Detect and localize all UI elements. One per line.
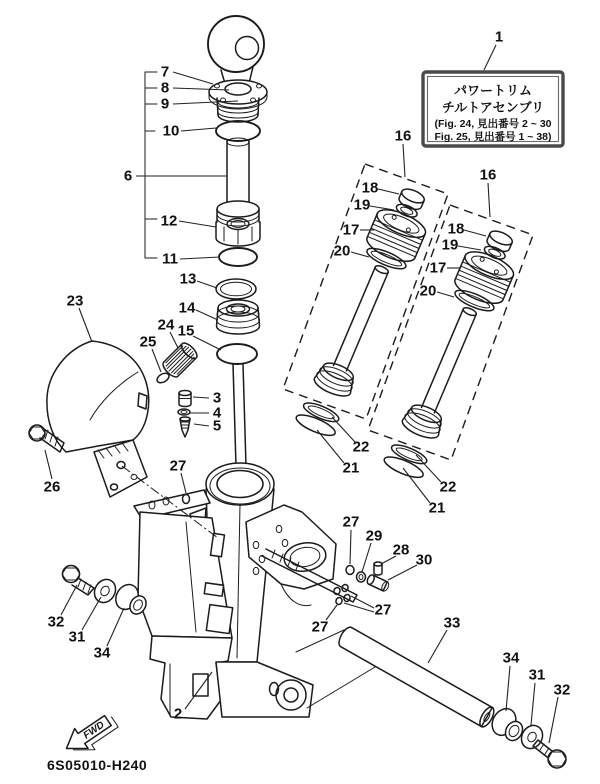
callout-leader-23 xyxy=(79,308,92,342)
callout-23: 23 xyxy=(66,292,84,310)
callout-leader-30 xyxy=(388,565,417,580)
callout-7: 7 xyxy=(160,63,170,81)
callout-leader-3 xyxy=(193,397,209,398)
callout-19: 19 xyxy=(441,236,459,254)
callout-leader-20 xyxy=(351,252,369,257)
callout-32: 32 xyxy=(553,681,571,699)
callout-18: 18 xyxy=(447,220,465,238)
callout-26: 26 xyxy=(43,478,61,496)
callout-12: 12 xyxy=(160,212,178,230)
callout-leader-22 xyxy=(332,417,355,442)
callout-leader-27 xyxy=(344,603,374,612)
callout-17: 17 xyxy=(429,259,447,277)
callout-21: 21 xyxy=(342,459,360,477)
callout-22: 22 xyxy=(352,438,370,456)
pump-small-parts xyxy=(155,341,199,437)
callout-34: 34 xyxy=(502,649,520,667)
callout-24: 24 xyxy=(157,316,175,334)
callout-6: 6 xyxy=(123,167,133,185)
callout-27: 27 xyxy=(169,457,187,475)
callout-25: 25 xyxy=(139,333,157,351)
callout-leader-34 xyxy=(107,608,124,646)
callout-leader-1 xyxy=(484,45,496,70)
callout-33: 33 xyxy=(443,614,461,632)
callout-16: 16 xyxy=(394,127,412,145)
info-box-fig1: (Fig. 24, 見出番号 2 ~ 30 xyxy=(434,118,552,130)
callout-leader-7 xyxy=(173,72,213,84)
info-box-line2: チルトアセンブリ xyxy=(441,100,545,115)
motor-cover xyxy=(47,341,149,497)
callout-20: 20 xyxy=(419,282,437,300)
callout-leader-31 xyxy=(82,597,101,630)
callout-31: 31 xyxy=(68,628,86,646)
callout-21: 21 xyxy=(428,499,446,517)
callout-leader-11 xyxy=(180,257,220,259)
callout-leader-32 xyxy=(61,585,77,615)
callout-27: 27 xyxy=(374,601,392,619)
callout-leader-34 xyxy=(506,666,510,711)
callout-leader-15 xyxy=(193,336,221,350)
callout-10: 10 xyxy=(162,122,180,140)
info-box-fig2: Fig. 25, 見出番号 1 ~ 38) xyxy=(434,131,552,143)
callout-leader-33 xyxy=(428,630,447,663)
callout-13: 13 xyxy=(179,270,197,288)
callout-14: 14 xyxy=(178,299,196,317)
callout-32: 32 xyxy=(47,613,65,631)
callout-34: 34 xyxy=(93,644,111,662)
callout-8: 8 xyxy=(160,79,170,97)
callout-2: 2 xyxy=(173,705,183,723)
callout-leader-19 xyxy=(458,246,481,250)
callout-leader-5 xyxy=(194,424,209,426)
callout-31: 31 xyxy=(528,666,546,684)
figure-code: 6S05010-H240 xyxy=(47,757,148,773)
fwd-arrow xyxy=(60,708,122,763)
callout-leader-27 xyxy=(350,530,351,564)
fasteners-left xyxy=(62,566,149,617)
main-body xyxy=(122,463,380,719)
callout-27: 27 xyxy=(311,618,329,636)
callout-leader-25 xyxy=(152,349,161,372)
callout-29: 29 xyxy=(365,527,383,545)
fwd-arrow-label: FWD xyxy=(81,719,107,742)
callout-leader-14 xyxy=(196,310,218,320)
tilt-tube-and-fasteners-right xyxy=(336,625,566,768)
callout-leader-16 xyxy=(488,183,490,217)
callout-leader-16 xyxy=(403,144,405,177)
callout-15: 15 xyxy=(177,322,195,340)
callout-22: 22 xyxy=(439,478,457,496)
callout-1: 1 xyxy=(494,28,504,46)
callout-19: 19 xyxy=(353,196,371,214)
callout-28: 28 xyxy=(392,541,410,559)
callout-5: 5 xyxy=(212,417,222,435)
bracket-6 xyxy=(145,72,157,258)
callout-leader-32 xyxy=(549,697,558,743)
callout-leader-19 xyxy=(370,206,394,210)
callout-17: 17 xyxy=(342,221,360,239)
callout-leader-27 xyxy=(181,473,186,493)
callout-leader-26 xyxy=(45,450,52,479)
callout-leader-18 xyxy=(378,189,399,194)
callout-16: 16 xyxy=(479,166,497,184)
callout-30: 30 xyxy=(415,551,433,569)
info-box xyxy=(423,72,563,146)
callout-leader-31 xyxy=(531,683,535,725)
callout-11: 11 xyxy=(162,250,178,268)
callout-9: 9 xyxy=(160,95,170,113)
callout-leader-12 xyxy=(179,221,216,227)
callout-leader-29 xyxy=(362,543,371,572)
callout-leader-18 xyxy=(464,230,486,236)
callout-4: 4 xyxy=(212,404,222,422)
callout-20: 20 xyxy=(333,242,351,260)
callout-leader-13 xyxy=(197,281,217,288)
info-box-line1: パワートリム xyxy=(453,83,533,98)
callout-leader-10 xyxy=(181,128,216,131)
callout-18: 18 xyxy=(361,179,379,197)
callout-27: 27 xyxy=(342,513,360,531)
callout-3: 3 xyxy=(212,389,222,407)
callout-leader-20 xyxy=(437,292,454,297)
callout-leader-21 xyxy=(403,468,430,503)
